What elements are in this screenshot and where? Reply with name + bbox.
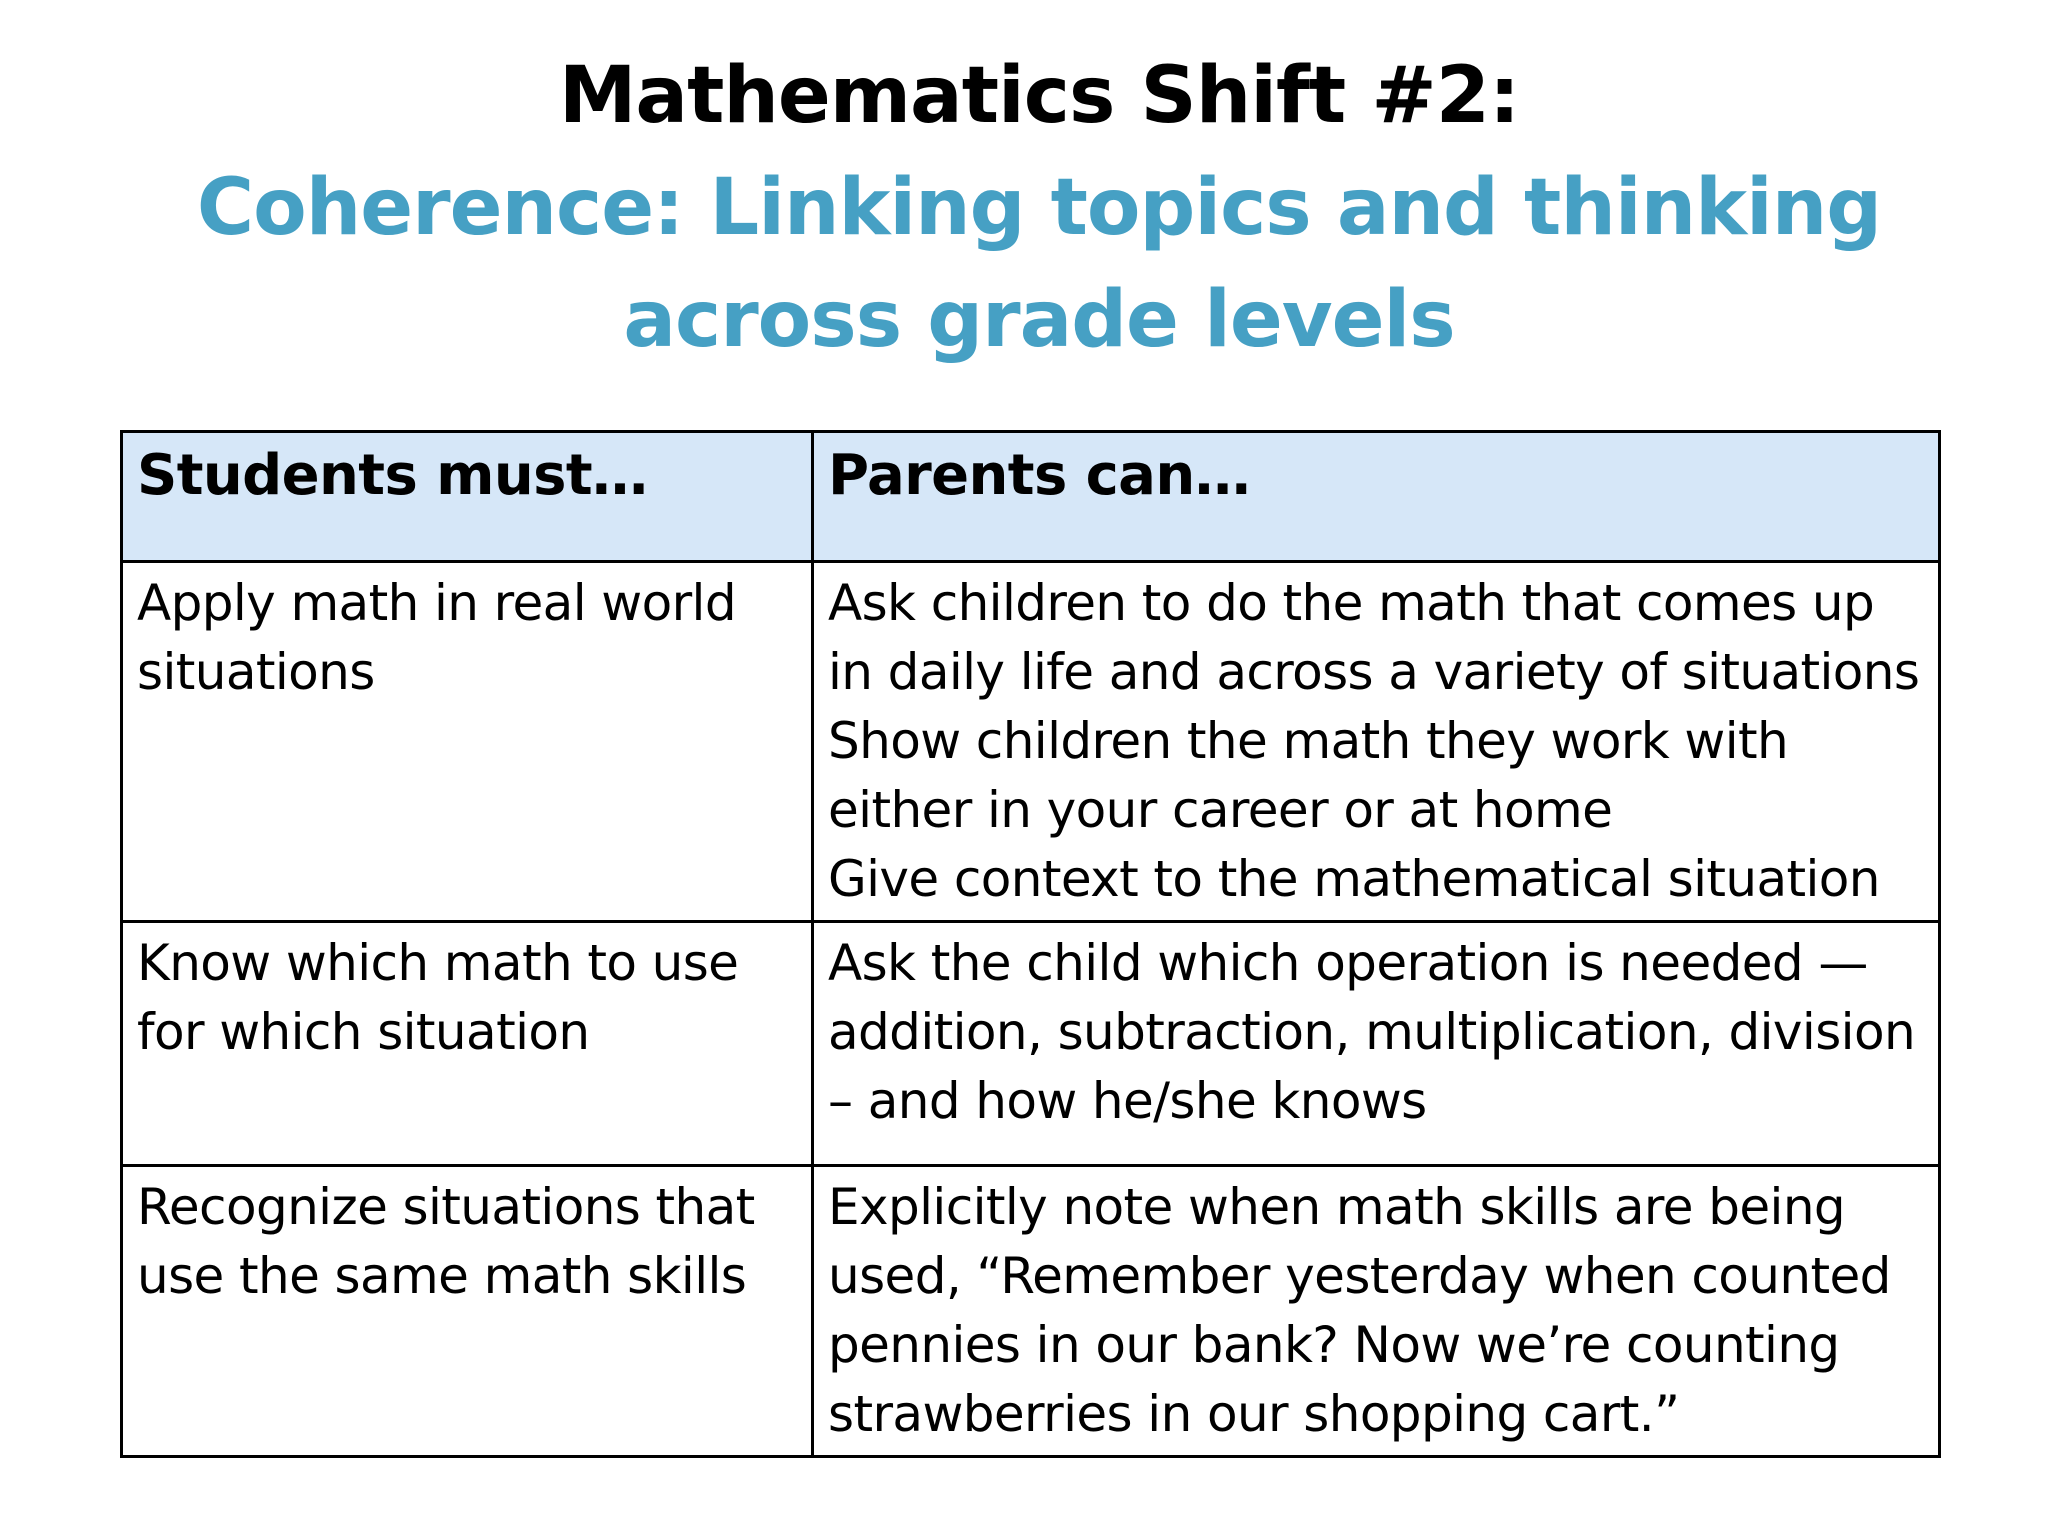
students-parents-table: [120, 430, 1941, 1458]
students-cell: Know which math to use for which situation: [122, 922, 813, 1166]
parents-line: Ask children to do the math that comes up in daily life and across a variety of situations: [828, 574, 1920, 701]
parents-cell: [813, 922, 1940, 1166]
parents-cell: [813, 1166, 1940, 1457]
title-line-2: Coherence: Linking topics and thinking: [196, 163, 1882, 253]
header-parents-can: Parents can…: [813, 432, 1940, 562]
parents-line: Give context to the mathematical situation: [828, 850, 1880, 908]
parents-cell: [813, 562, 1940, 922]
title-line-1: Mathematics Shift #2:: [558, 51, 1520, 141]
title-line-3: across grade levels: [623, 275, 1455, 365]
parents-line: Explicitly note when math skills are being used, “Remember yesterday when counted pennies in our bank? Now we’re counting strawberries in our shopping cart.”: [828, 1178, 1891, 1443]
students-cell: Apply math in real world situations: [122, 562, 813, 922]
students-cell: Recognize situations that use the same math skills: [122, 1166, 813, 1457]
parents-line: Show children the math they work with either in your career or at home: [828, 712, 1789, 839]
parents-line: Ask the child which operation is needed — addition, subtraction, multiplication, division – and how he/she knows: [828, 934, 1916, 1130]
table-row: [122, 1166, 1940, 1457]
table-row: [122, 922, 1940, 1166]
table-header-row: [122, 432, 1940, 562]
header-students-must: Students must…: [122, 432, 813, 562]
slide-title: [0, 40, 2048, 376]
table-row: [122, 562, 1940, 922]
